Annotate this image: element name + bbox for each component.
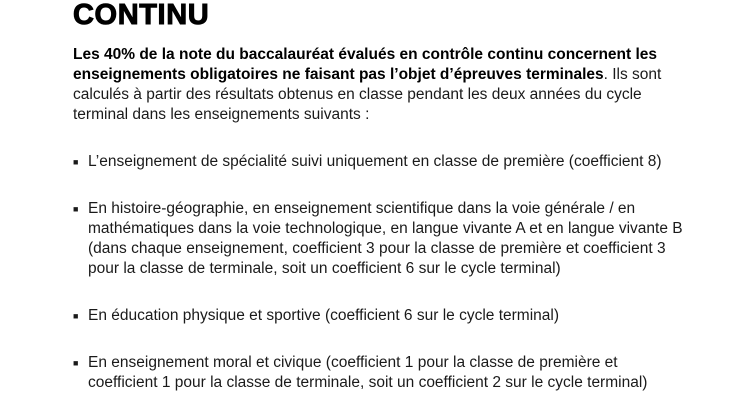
list-item-text: En éducation physique et sportive (coefficient 6 sur le cycle terminal) xyxy=(88,307,559,324)
list-item-text: En enseignement moral et civique (coefficient 1 pour la classe de première et coefficient 1 pour la classe de terminale, soit un coefficient 2 sur le cycle terminal) xyxy=(88,354,648,391)
square-bullet-icon: ■ xyxy=(73,311,79,321)
list-item xyxy=(73,152,684,172)
square-bullet-icon: ■ xyxy=(73,157,79,167)
square-bullet-icon: ■ xyxy=(73,204,79,214)
intro-paragraph xyxy=(73,45,684,125)
list-item xyxy=(73,306,684,326)
list-item xyxy=(73,353,684,393)
bullet-list xyxy=(73,152,684,393)
list-item-text: En histoire-géographie, en enseignement scientifique dans la voie générale / en mathématiques dans la voie technologique, en langue vivante A et en langue vivante B (dans chaque enseignement, coefficient 3 pour la classe de première et coefficient 3 pour la classe de terminale, soit un coefficient 6 sur le cycle terminal) xyxy=(88,200,683,277)
page-title: CONTINU xyxy=(73,0,210,31)
intro-regular-text: . Ils sont calculés à partir des résultats obtenus en classe pendant les deux années du cycle terminal dans les enseignements suivants : xyxy=(73,66,662,123)
list-item-text: L’enseignement de spécialité suivi uniquement en classe de première (coefficient 8) xyxy=(88,153,662,170)
intro-bold-text: Les 40% de la note du baccalauréat évalués en contrôle continu concernent les enseignements obligatoires ne faisant pas l’objet d’épreuves terminales xyxy=(73,46,658,83)
square-bullet-icon: ■ xyxy=(73,358,79,368)
list-item xyxy=(73,199,684,279)
